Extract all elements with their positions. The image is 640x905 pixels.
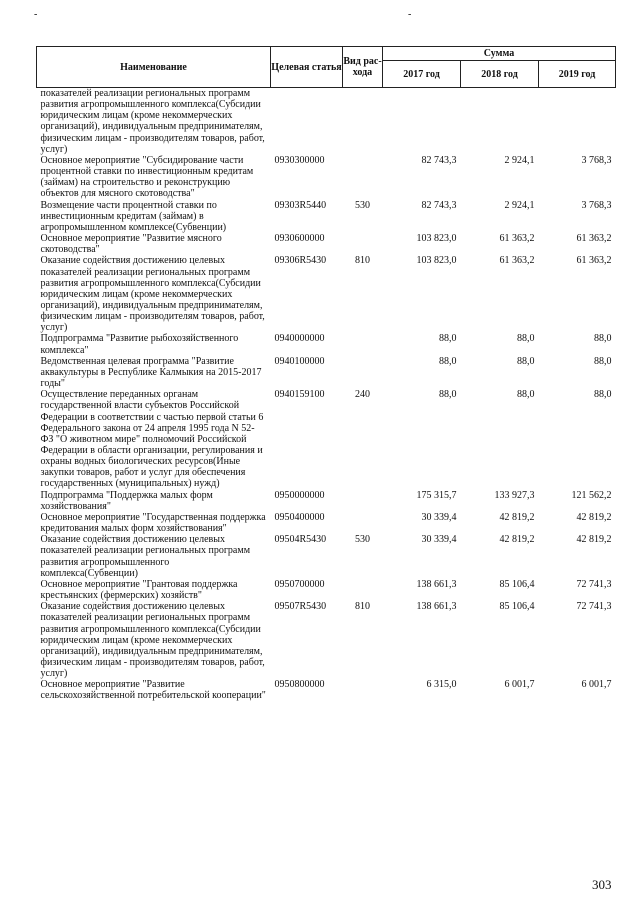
row-name: Ведомственная целевая программа "Развитие аквакультуры в Республике Калмыкия на 2015-2017 годы"	[40, 355, 262, 390]
row-sum-2019: 72 741,3	[576, 578, 612, 590]
row-sum-2019	[539, 88, 616, 155]
header-year-2018: 2018 год	[461, 61, 539, 88]
row-expense-kind: 530	[355, 534, 370, 546]
row-name: Оказание содействия достижению целевых показателей реализации региональных программ развития агропромышленного комплекса(Субвенции)	[40, 534, 251, 579]
row-target-article: 0950000000	[274, 489, 325, 501]
row-expense-kind	[343, 679, 383, 701]
row-sum-2017: 6 315,0	[426, 679, 457, 691]
row-sum-2018: 88,0	[517, 355, 535, 367]
row-target-article: 0930300000	[274, 154, 325, 166]
table-row	[37, 88, 616, 155]
row-name: Подпрограмма "Поддержка малых форм хозяйствования"	[40, 489, 213, 512]
row-name: Оказание содействия достижению целевых показателей реализации региональных программ развития агропромышленного комплекса(Субсидии юридическим лицам (кроме некоммерческих организаций), индивидуальным предпринимателям, физическим лицам - производителям товаров, работ, услуг)	[40, 255, 265, 334]
table-row	[37, 389, 616, 489]
row-sum-2018: 85 106,4	[499, 601, 535, 613]
row-sum-2017: 103 823,0	[416, 233, 457, 245]
header-year-2017: 2017 год	[383, 61, 461, 88]
row-expense-kind: 240	[355, 389, 370, 401]
row-sum-2019: 3 768,3	[581, 199, 612, 211]
row-sum-2018: 85 106,4	[499, 578, 535, 590]
row-name: Осуществление переданных органам государственной власти субъектов Российской Федерации в соответствии с частью первой статьи 6 Федерального закона от 24 апреля 1995 года N 52-ФЗ "О животном мире" полномочий Российской Федерации в области организации, регулирования и охраны водных биологических ресурсов(Иные закупки товаров, работ и услуг для обеспечения государственных (муниципальных) нужд)	[40, 389, 264, 490]
row-sum-2018: 61 363,2	[499, 233, 535, 245]
margin-mark-right: -	[408, 9, 412, 20]
row-name: Основное мероприятие "Развитие мясного скотоводства"	[40, 233, 222, 256]
table-body	[37, 88, 616, 702]
table-row	[37, 534, 616, 579]
row-sum-2019: 3 768,3	[581, 154, 612, 166]
row-name: Подпрограмма "Развитие рыбохозяйственного комплекса"	[40, 333, 239, 356]
table-row	[37, 155, 616, 200]
table-row	[37, 679, 616, 701]
row-target-article: 0950800000	[274, 679, 325, 691]
table-row	[37, 233, 616, 255]
row-target-article	[271, 88, 343, 155]
table-header	[37, 47, 616, 88]
header-target-article: Целевая статья	[271, 47, 343, 88]
row-target-article: 09303R5440	[274, 199, 327, 211]
row-sum-2019: 61 363,2	[576, 255, 612, 267]
row-sum-2019: 88,0	[594, 355, 612, 367]
margin-mark-left: -	[34, 9, 38, 20]
row-sum-2018: 2 924,1	[504, 199, 535, 211]
row-name: Возмещение части процентной ставки по инвестиционным кредитам (займам) в агропромышленном комплексе(Субвенции)	[40, 199, 227, 233]
row-name: показателей реализации региональных программ развития агропромышленного комплекса(Субсидии юридическим лицам (кроме некоммерческих организаций), индивидуальным предпринимателям, физическим лицам - производителям товаров, работ, услуг)	[40, 88, 265, 155]
row-target-article: 09507R5430	[274, 601, 327, 613]
header-name: Наименование	[37, 47, 271, 88]
header-year-2019: 2019 год	[539, 61, 616, 88]
row-target-article: 09306R5430	[274, 255, 327, 267]
row-sum-2019: 61 363,2	[576, 233, 612, 245]
row-sum-2018: 88,0	[517, 333, 535, 345]
row-target-article: 09504R5430	[274, 534, 327, 546]
row-sum-2018: 6 001,7	[504, 679, 535, 691]
row-sum-2017	[383, 88, 461, 155]
row-sum-2019: 88,0	[594, 333, 612, 345]
row-expense-kind: 530	[355, 199, 370, 211]
row-sum-2017: 88,0	[439, 333, 457, 345]
table-row	[37, 579, 616, 601]
row-target-article: 0940100000	[274, 355, 325, 367]
row-sum-2017: 30 339,4	[421, 511, 457, 523]
row-expense-kind	[343, 579, 383, 601]
row-sum-2017: 138 661,3	[416, 601, 457, 613]
row-sum-2017: 82 743,3	[421, 154, 457, 166]
row-sum-2017: 82 743,3	[421, 199, 457, 211]
row-target-article: 0930600000	[274, 233, 325, 245]
row-name: Основное мероприятие "Грантовая поддержка крестьянских (фермерских) хозяйств"	[40, 578, 238, 602]
row-sum-2017: 175 315,7	[416, 489, 457, 501]
row-sum-2018: 133 927,3	[494, 489, 535, 501]
row-target-article: 0940000000	[274, 333, 325, 345]
row-sum-2017: 30 339,4	[421, 534, 457, 546]
row-sum-2019: 6 001,7	[581, 679, 612, 691]
row-sum-2017: 88,0	[439, 389, 457, 401]
row-sum-2018: 2 924,1	[504, 154, 535, 166]
row-sum-2019: 42 819,2	[576, 511, 612, 523]
header-expense-kind: Вид рас-хода	[343, 47, 383, 88]
table-row	[37, 333, 616, 355]
row-expense-kind	[343, 356, 383, 389]
row-target-article: 0940159100	[274, 389, 325, 401]
table-row	[37, 490, 616, 512]
row-sum-2018: 42 819,2	[499, 534, 535, 546]
row-sum-2018: 42 819,2	[499, 511, 535, 523]
row-sum-2017: 88,0	[439, 355, 457, 367]
row-sum-2018: 88,0	[517, 389, 535, 401]
table-row	[37, 601, 616, 679]
table-row	[37, 255, 616, 333]
row-name: Основное мероприятие "Государственная поддержка кредитования малых форм хозяйствования"	[40, 511, 266, 535]
row-target-article: 0950400000	[274, 511, 325, 523]
row-sum-2018	[461, 88, 539, 155]
row-expense-kind	[343, 490, 383, 512]
page-number: 303	[592, 877, 612, 892]
row-expense-kind	[343, 512, 383, 534]
row-sum-2019: 121 562,2	[571, 489, 612, 501]
row-sum-2019: 42 819,2	[576, 534, 612, 546]
row-name: Оказание содействия достижению целевых показателей реализации региональных программ развития агропромышленного комплекса(Субсидии юридическим лицам (кроме некоммерческих организаций), индивидуальным предпринимателям, физическим лицам - производителям товаров, работ, услуг)	[40, 601, 265, 680]
row-sum-2019: 72 741,3	[576, 601, 612, 613]
row-sum-2018: 61 363,2	[499, 255, 535, 267]
row-target-article: 0950700000	[274, 578, 325, 590]
row-sum-2017: 138 661,3	[416, 578, 457, 590]
row-expense-kind: 810	[355, 255, 370, 267]
table-row	[37, 200, 616, 233]
row-expense-kind	[343, 88, 383, 155]
budget-table	[36, 46, 616, 702]
table-row	[37, 512, 616, 534]
row-expense-kind	[343, 155, 383, 200]
row-expense-kind	[343, 233, 383, 255]
row-expense-kind	[343, 333, 383, 355]
row-sum-2019: 88,0	[594, 389, 612, 401]
table-row	[37, 356, 616, 389]
header-sum: Сумма	[383, 47, 616, 61]
row-expense-kind: 810	[355, 601, 370, 613]
row-name: Основное мероприятие "Развитие сельскохозяйственной потребительской кооперации"	[40, 679, 266, 702]
row-sum-2017: 103 823,0	[416, 255, 457, 267]
row-name: Основное мероприятие "Субсидирование части процентной ставки по инвестиционным кредитам (займам) на строительство и реконструкцию объектов для мясного скотоводства"	[40, 154, 254, 200]
